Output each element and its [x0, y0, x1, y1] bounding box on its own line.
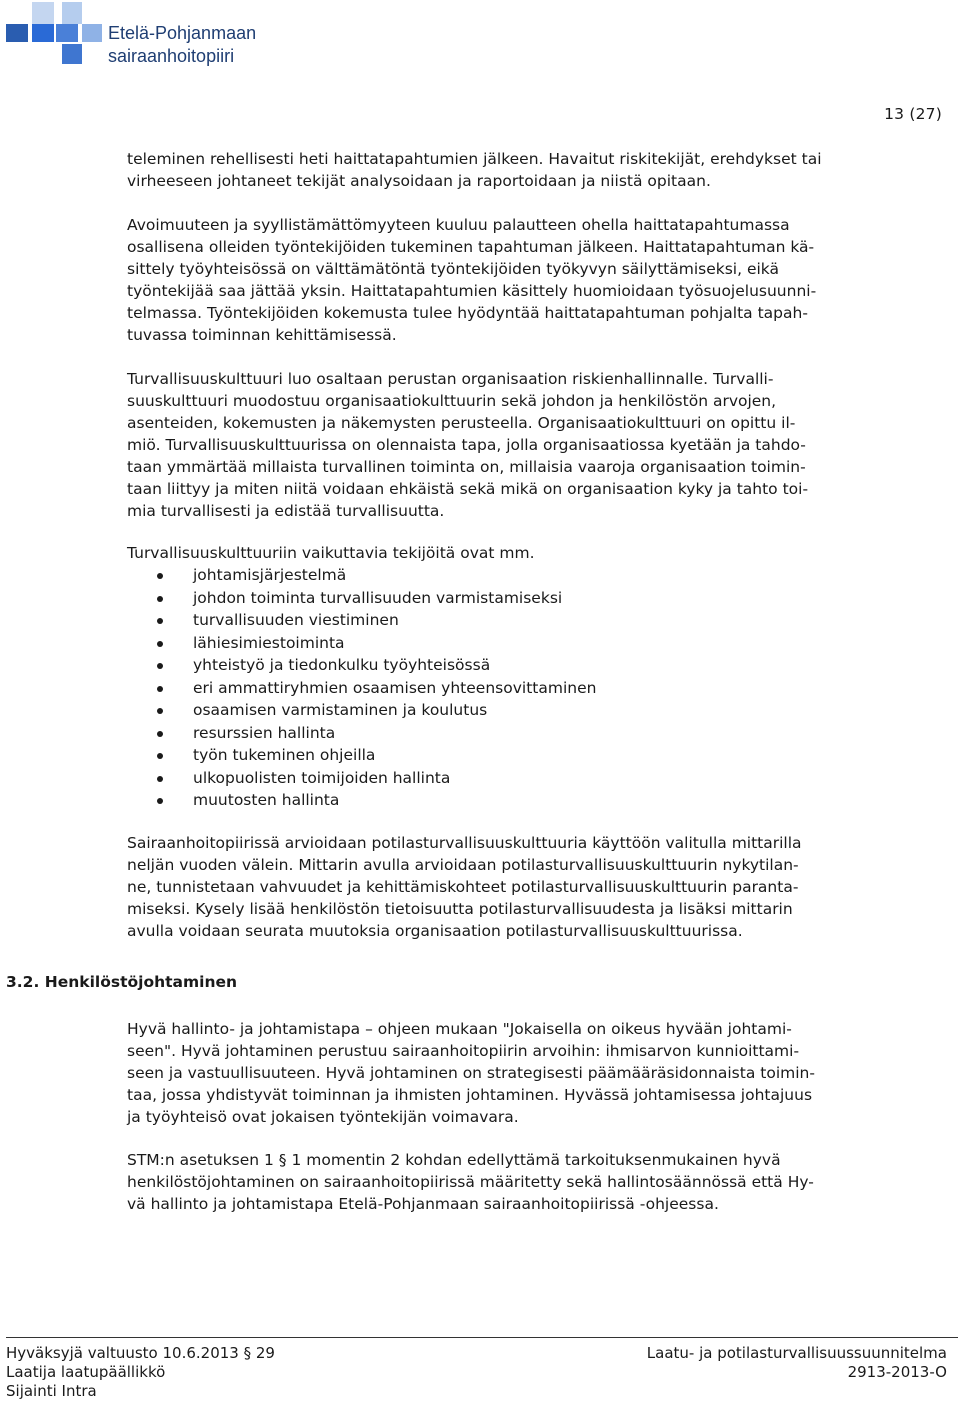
footer-location: Sijainti Intra: [6, 1382, 97, 1400]
text-line: teleminen rehellisesti heti haittatapahtumien jälkeen. Havaitut riskitekijät, erehdykset tai: [127, 150, 822, 168]
footer-document-title: Laatu- ja potilasturvallisuussuunnitelma: [646, 1344, 947, 1362]
factor-list: [127, 564, 596, 812]
text-line: asenteiden, kokemusten ja näkemysten perusteella. Organisaatiokulttuuri on opittu il-: [127, 414, 796, 432]
list-item: johtamisjärjestelmä: [127, 564, 596, 587]
footer-document-id: 2913-2013-O: [847, 1363, 947, 1381]
paragraph-openness: [127, 214, 927, 346]
text-line: taa, jossa yhdistyvät toiminnan ja ihmisten johtaminen. Hyvässä johtamisessa johtajuus: [127, 1086, 813, 1104]
text-line: neljän vuoden välein. Mittarin avulla arvioidaan potilasturvallisuuskulttuurin nykytilan-: [127, 856, 799, 874]
text-line: taan ymmärtää millaista turvallinen toiminta on, millaisia vaaroja organisaation toimin-: [127, 458, 806, 476]
text-line: sittely työyhteisössä on välttämätöntä työntekijöiden työkyvyn säilyttämiseksi, eikä: [127, 260, 779, 278]
list-item: turvallisuuden viestiminen: [127, 609, 596, 632]
logo-line-2: sairaanhoitopiiri: [108, 46, 235, 66]
section-heading: 3.2. Henkilöstöjohtaminen: [6, 973, 238, 991]
text-line: telmassa. Työntekijöiden kokemusta tulee hyödyntää haittatapahtuman pohjalta tapah-: [127, 304, 808, 322]
text-line: miseksi. Kysely lisää henkilöstön tietoisuutta potilasturvallisuudesta ja lisäksi mittarin: [127, 900, 793, 918]
footer-divider: [6, 1337, 958, 1338]
text-line: STM:n asetuksen 1 § 1 momentin 2 kohdan edellyttämä tarkoituksenmukainen hyvä: [127, 1151, 781, 1169]
page-number: 13 (27): [884, 105, 942, 123]
list-item: lähiesimiestoiminta: [127, 632, 596, 655]
paragraph-management-guideline: [127, 1018, 927, 1128]
footer-right: [647, 1344, 947, 1382]
text-line: mia turvallisesti ja edistää turvallisuutta.: [127, 502, 445, 520]
bullet-icon: [157, 618, 163, 624]
bullet-icon: [157, 573, 163, 579]
footer-author: Laatija laatupäällikkö: [6, 1363, 166, 1381]
text-line: suuskulttuuri muodostuu organisaatiokulttuurin sekä johdon ja henkilöstön arvojen,: [127, 392, 777, 410]
list-intro: Turvallisuuskulttuuriin vaikuttavia tekijöitä ovat mm.: [127, 544, 535, 562]
bullet-icon: [157, 731, 163, 737]
bullet-icon: [157, 776, 163, 782]
footer-left: [6, 1344, 275, 1401]
logo-cross-icon: [6, 2, 106, 68]
text-line: Sairaanhoitopiirissä arvioidaan potilasturvallisuuskulttuuria käyttöön valitulla mittarilla: [127, 834, 802, 852]
logo-text: [108, 22, 256, 68]
list-item: resurssien hallinta: [127, 722, 596, 745]
text-line: osallisena olleiden työntekijöiden tukeminen tapahtuman jälkeen. Haittatapahtuman kä-: [127, 238, 815, 256]
bullet-icon: [157, 641, 163, 647]
bullet-icon: [157, 686, 163, 692]
text-line: Avoimuuteen ja syyllistämättömyyteen kuuluu palautteen ohella haittatapahtumassa: [127, 216, 790, 234]
text-line: Hyvä hallinto- ja johtamistapa – ohjeen mukaan "Jokaisella on oikeus hyvään johtami-: [127, 1020, 792, 1038]
text-line: työntekijää saa jättää yksin. Haittatapahtumien käsittely huomioidaan työsuojelusuunni-: [127, 282, 817, 300]
text-line: Turvallisuuskulttuuri luo osaltaan perustan organisaation riskienhallinnalle. Turvalli-: [127, 370, 774, 388]
text-line: avulla voidaan seurata muutoksia organisaation potilasturvallisuuskulttuurissa.: [127, 922, 743, 940]
organization-logo: [6, 2, 306, 68]
text-line: tuvassa toiminnan kehittämisessä.: [127, 326, 397, 344]
list-item: osaamisen varmistaminen ja koulutus: [127, 699, 596, 722]
list-item: työn tukeminen ohjeilla: [127, 744, 596, 767]
bullet-icon: [157, 663, 163, 669]
text-line: vä hallinto ja johtamistapa Etelä-Pohjanmaan sairaanhoitopiirissä -ohjeessa.: [127, 1195, 719, 1213]
footer-approval: Hyväksyjä valtuusto 10.6.2013 § 29: [6, 1344, 275, 1362]
list-item: muutosten hallinta: [127, 789, 596, 812]
text-line: ne, tunnistetaan vahvuudet ja kehittämiskohteet potilasturvallisuuskulttuurin paranta-: [127, 878, 799, 896]
bullet-icon: [157, 596, 163, 602]
text-line: taan liittyy ja miten niitä voidaan ehkäistä sekä mikä on organisaation kyky ja tahto toi-: [127, 480, 809, 498]
list-item: johdon toiminta turvallisuuden varmistamiseksi: [127, 587, 596, 610]
bullet-icon: [157, 708, 163, 714]
list-item: ulkopuolisten toimijoiden hallinta: [127, 767, 596, 790]
text-line: virheeseen johtaneet tekijät analysoidaan ja raportoidaan ja niistä opitaan.: [127, 172, 711, 190]
text-line: seen". Hyvä johtaminen perustuu sairaanhoitopiirin arvoihin: ihmisarvon kunnioittami-: [127, 1042, 800, 1060]
paragraph-safety-culture: [127, 368, 927, 522]
paragraph-regulation: [127, 1149, 927, 1215]
list-item: eri ammattiryhmien osaamisen yhteensovittaminen: [127, 677, 596, 700]
paragraph-measurement: [127, 832, 927, 942]
logo-line-1: Etelä-Pohjanmaan: [108, 23, 257, 43]
paragraph-incident-reporting: [127, 148, 927, 192]
text-line: seen ja vastuullisuuteen. Hyvä johtaminen on strategisesti päämääräsidonnaista toimin-: [127, 1064, 815, 1082]
text-line: henkilöstöjohtaminen on sairaanhoitopiirissä määritetty sekä hallintosäännössä että Hy-: [127, 1173, 814, 1191]
text-line: miö. Turvallisuuskulttuurissa on olennaista tapa, jolla organisaatiossa kyetään ja tahdo-: [127, 436, 806, 454]
bullet-icon: [157, 753, 163, 759]
list-item: yhteistyö ja tiedonkulku työyhteisössä: [127, 654, 596, 677]
bullet-icon: [157, 798, 163, 804]
text-line: ja työyhteisö ovat jokaisen työntekijän voimavara.: [127, 1108, 519, 1126]
